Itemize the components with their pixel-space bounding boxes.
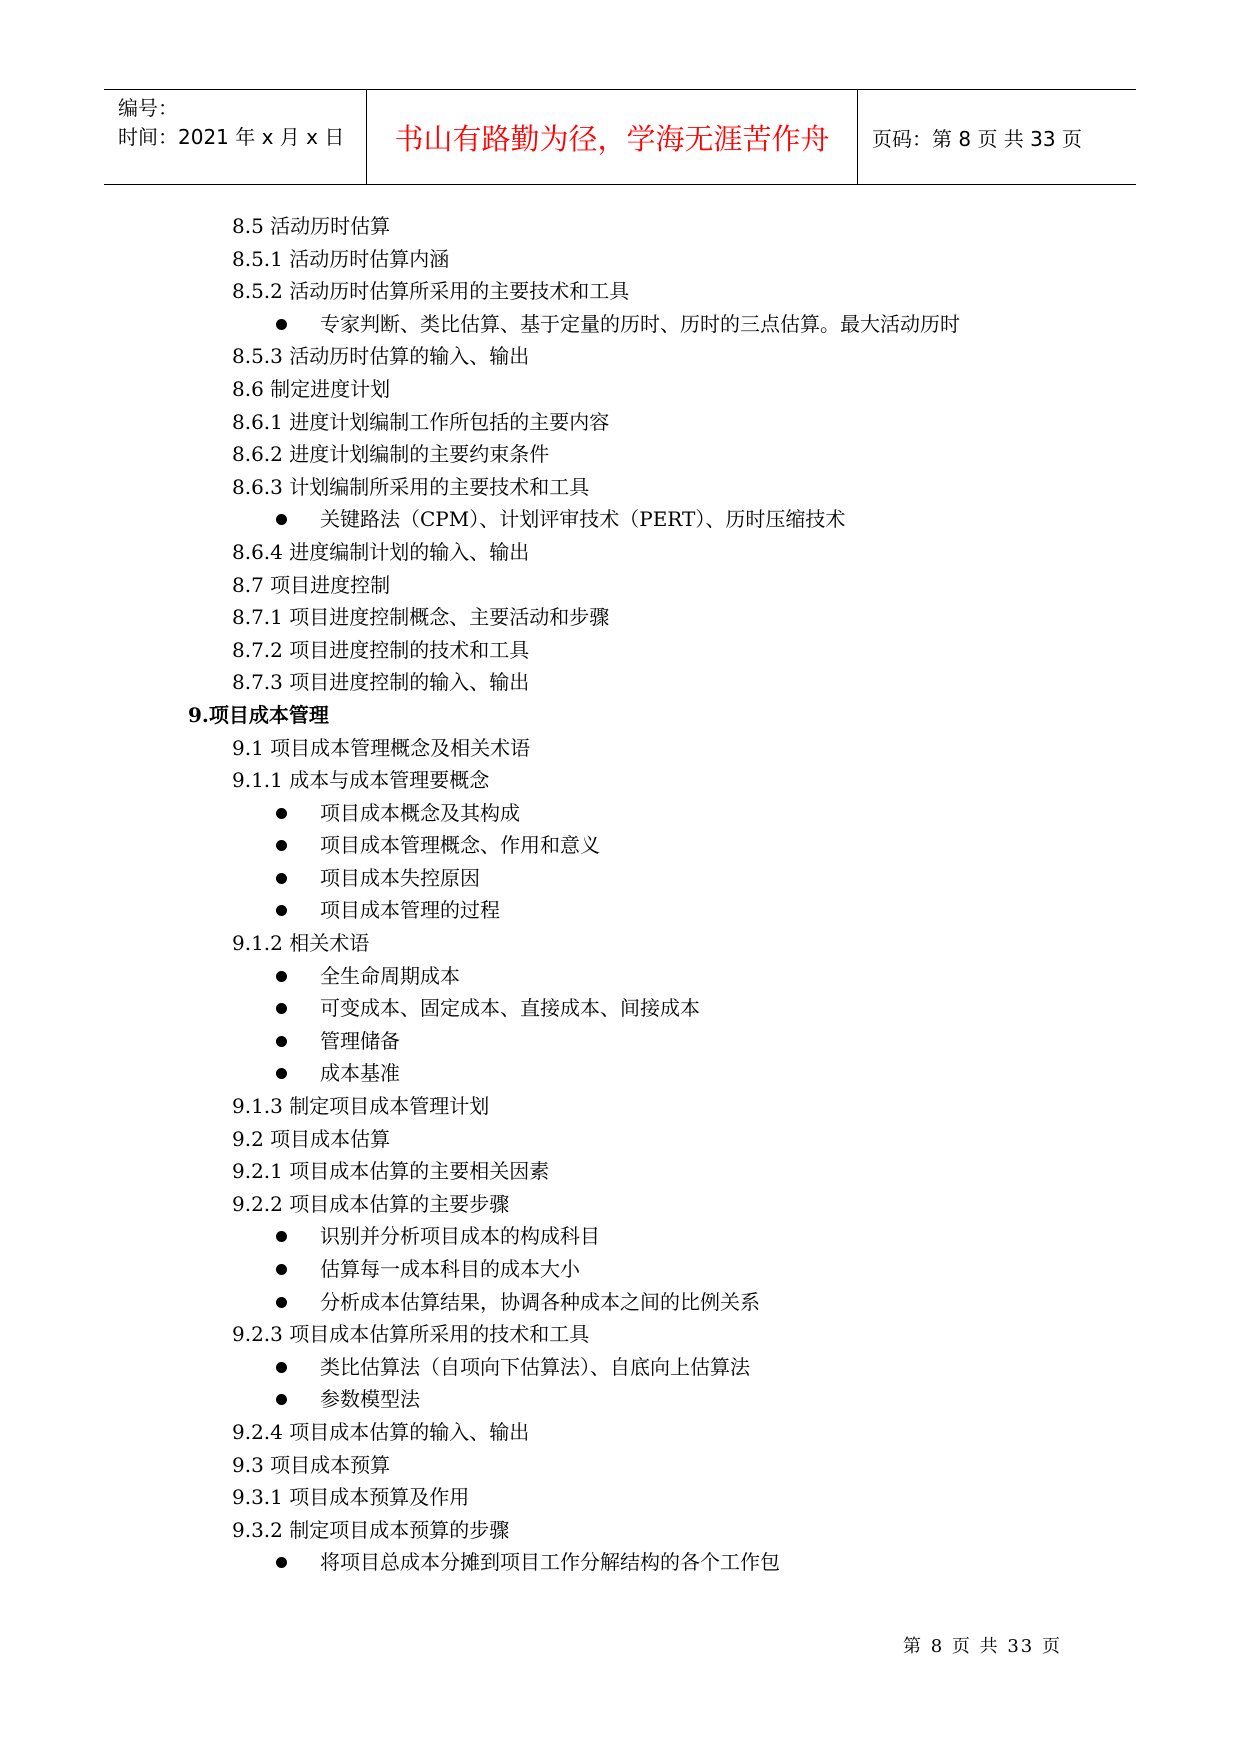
bullet-text: 将项目总成本分摊到项目工作分解结构的各个工作包 <box>320 1550 780 1575</box>
bullet-text: 项目成本概念及其构成 <box>320 800 520 825</box>
bullet-text: 项目成本失控原因 <box>320 865 480 890</box>
header-page-label: 页码：第 8 页 共 33 页 <box>872 126 1082 151</box>
bullet-item <box>0 503 1241 536</box>
bullet-item <box>0 894 1241 927</box>
outline-item: 9.3 项目成本预算 <box>232 1452 391 1477</box>
header-motto: 书山有路勤为径，学海无涯苦作舟 <box>394 121 830 156</box>
header-page-cell <box>858 90 1136 184</box>
outline-item: 8.6.3 计划编制所采用的主要技术和工具 <box>232 474 590 499</box>
outline-item: 9.3.1 项目成本预算及作用 <box>232 1485 470 1510</box>
bullet-text: 成本基准 <box>320 1061 400 1086</box>
bullet-dot-icon <box>276 1362 287 1373</box>
outline-item: 9.2.1 项目成本估算的主要相关因素 <box>232 1159 550 1184</box>
outline-item: 9.1 项目成本管理概念及相关术语 <box>232 735 531 760</box>
bullet-text: 识别并分析项目成本的构成科目 <box>320 1224 600 1249</box>
outline-item: 9.3.2 制定项目成本预算的步骤 <box>232 1517 510 1542</box>
bullet-item <box>0 960 1241 993</box>
outline-item: 8.5 活动历时估算 <box>232 214 391 238</box>
bullet-text: 专家判断、类比估算、基于定量的历时、历时的三点估算。最大活动历时 <box>320 311 960 336</box>
bullet-item <box>0 1220 1241 1253</box>
outline-item: 9.2.2 项目成本估算的主要步骤 <box>232 1191 510 1216</box>
outline-item: 8.5.3 活动历时估算的输入、输出 <box>232 344 530 369</box>
bullet-dot-icon <box>276 319 287 330</box>
outline-item: 8.6.2 进度计划编制的主要约束条件 <box>232 442 550 467</box>
footer-page-number: 第 8 页 共 33 页 <box>903 1636 1062 1657</box>
bullet-dot-icon <box>276 873 287 884</box>
bullet-dot-icon <box>276 808 287 819</box>
bullet-text: 全生命周期成本 <box>320 963 460 988</box>
bullet-item <box>0 1057 1241 1090</box>
bullet-item <box>0 1286 1241 1319</box>
bullet-text: 分析成本估算结果，协调各种成本之间的比例关系 <box>320 1289 760 1314</box>
bullet-text: 关键路法（CPM）、计划评审技术（PERT）、历时压缩技术 <box>320 507 846 532</box>
bullet-item <box>0 1383 1241 1416</box>
document-number-label: 编号： <box>118 96 178 120</box>
outline-item: 9.1.2 相关术语 <box>232 931 370 956</box>
bullet-dot-icon <box>276 1264 287 1275</box>
bullet-text: 项目成本管理的过程 <box>320 898 500 923</box>
outline-item: 8.7.2 项目进度控制的技术和工具 <box>232 637 530 662</box>
outline-item: 9.2.3 项目成本估算所采用的技术和工具 <box>232 1322 590 1347</box>
document-body <box>0 210 1241 1579</box>
outline-item: 8.6.4 进度编制计划的输入、输出 <box>232 539 530 564</box>
outline-item: 8.7.1 项目进度控制概念、主要活动和步骤 <box>232 605 610 630</box>
document-time-label: 时间：2021 年 x 月 x 日 <box>118 125 345 149</box>
bullet-item <box>0 1546 1241 1579</box>
bullet-dot-icon <box>276 1297 287 1308</box>
outline-item: 8.7 项目进度控制 <box>232 572 391 597</box>
outline-item: 9.1.3 制定项目成本管理计划 <box>232 1094 490 1119</box>
outline-item: 8.6.1 进度计划编制工作所包括的主要内容 <box>232 409 610 434</box>
bullet-item <box>0 829 1241 862</box>
bullet-item <box>0 308 1241 341</box>
outline-item: 8.5.2 活动历时估算所采用的主要技术和工具 <box>232 279 630 304</box>
bullet-item <box>0 992 1241 1025</box>
outline-item: 9.2.4 项目成本估算的输入、输出 <box>232 1419 530 1444</box>
bullet-item <box>0 1253 1241 1286</box>
bullet-item <box>0 1025 1241 1058</box>
outline-item: 8.5.1 活动历时估算内涵 <box>232 246 450 271</box>
bullet-item <box>0 862 1241 895</box>
bullet-dot-icon <box>276 971 287 982</box>
section-heading: 9.项目成本管理 <box>188 702 329 727</box>
bullet-text: 管理储备 <box>320 1028 400 1053</box>
bullet-dot-icon <box>276 1036 287 1047</box>
header-left-cell <box>104 90 367 184</box>
bullet-text: 估算每一成本科目的成本大小 <box>320 1257 580 1281</box>
outline-item: 9.1.1 成本与成本管理要概念 <box>232 768 490 793</box>
bullet-text: 可变成本、固定成本、直接成本、间接成本 <box>320 996 700 1021</box>
outline-item: 8.7.3 项目进度控制的输入、输出 <box>232 670 530 695</box>
outline-item: 9.2 项目成本估算 <box>232 1126 391 1151</box>
bullet-text: 参数模型法 <box>320 1387 420 1412</box>
bullet-text: 项目成本管理概念、作用和意义 <box>320 833 600 858</box>
header-motto-cell <box>367 90 858 184</box>
bullet-item <box>0 797 1241 830</box>
page-header <box>104 89 1136 185</box>
bullet-text: 类比估算法（自项向下估算法）、自底向上估算法 <box>320 1354 750 1379</box>
outline-item: 8.6 制定进度计划 <box>232 376 391 401</box>
bullet-item <box>0 1351 1241 1384</box>
